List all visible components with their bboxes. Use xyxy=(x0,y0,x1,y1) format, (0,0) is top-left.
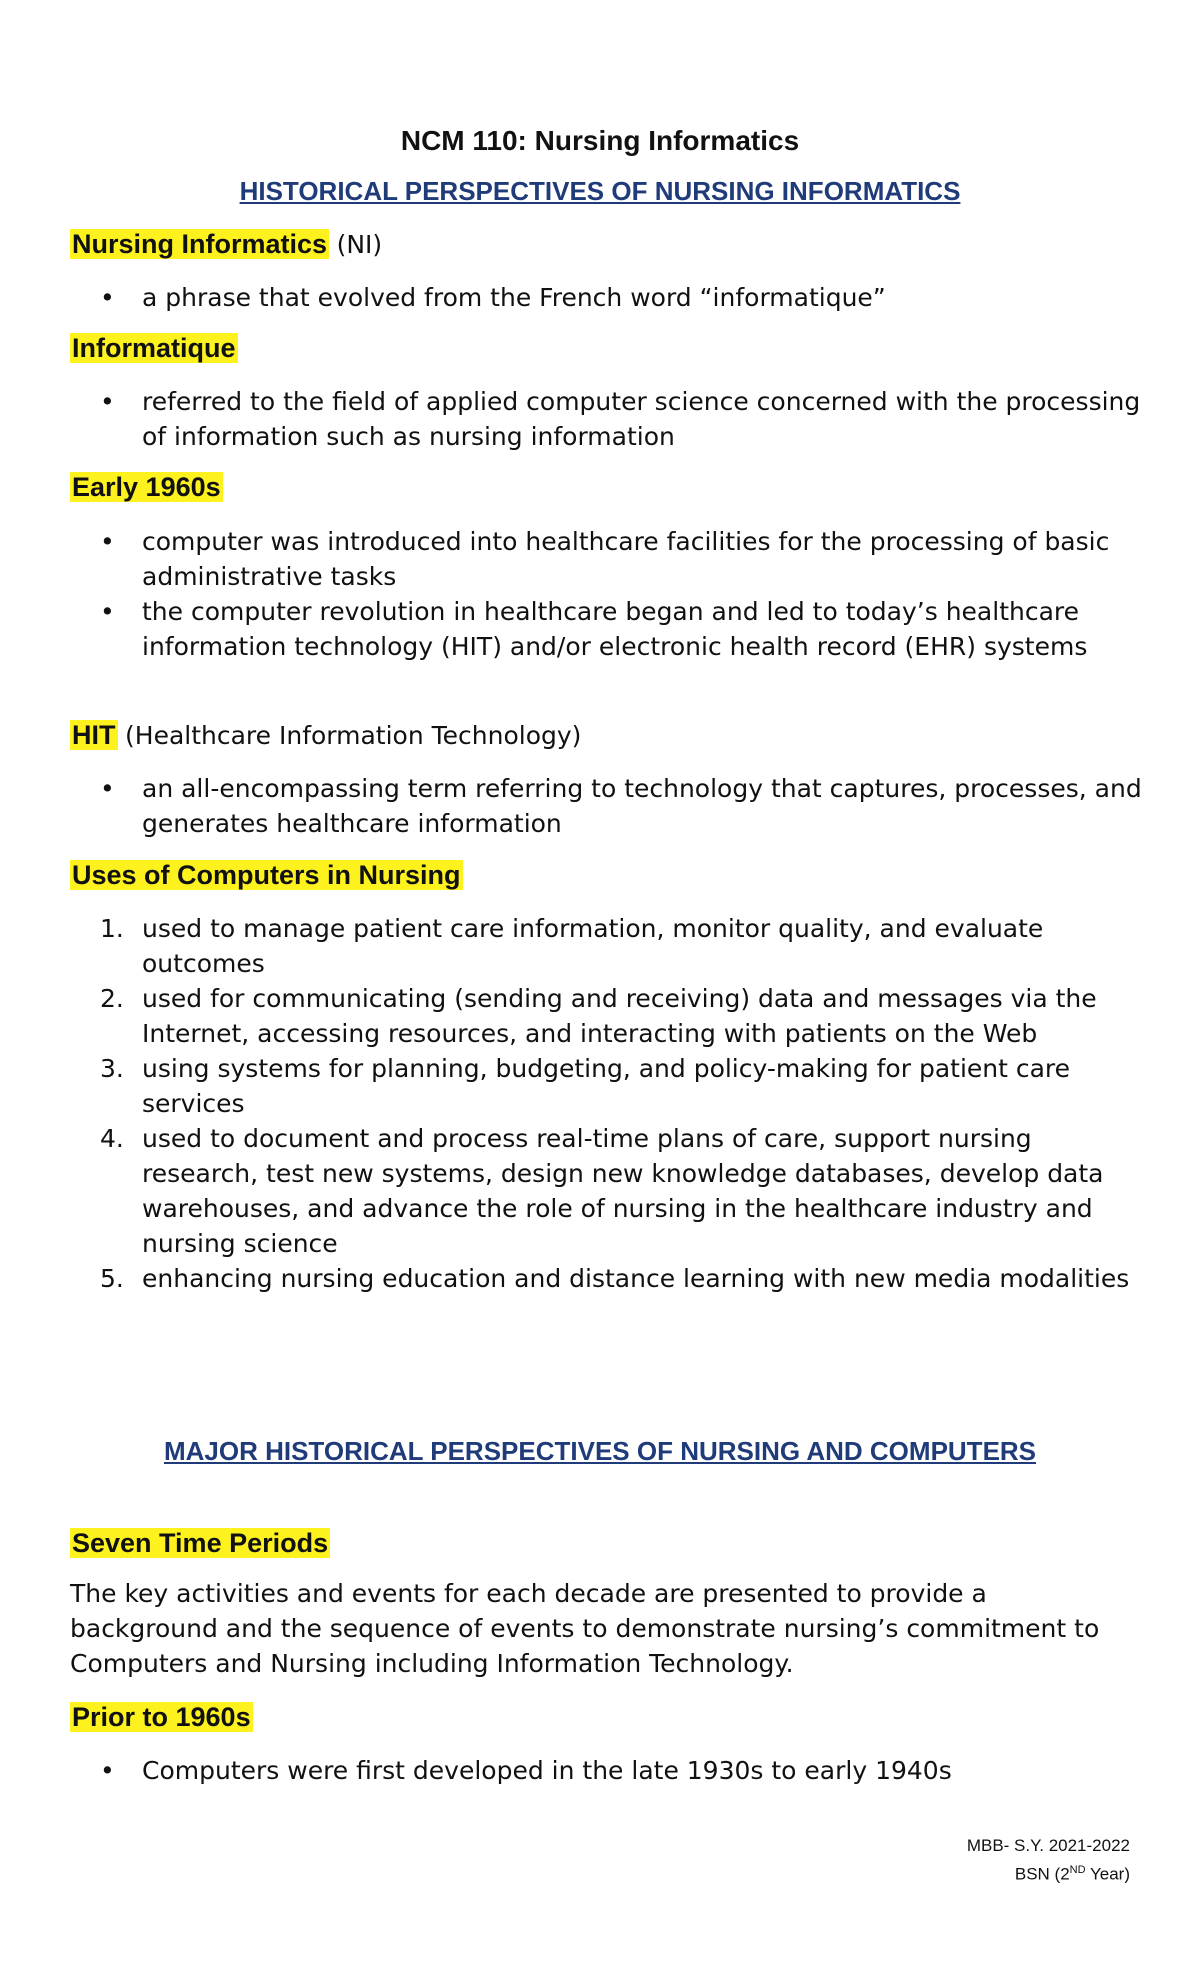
list-item: • the computer revolution in healthcare began and led to today’s healthcare information technology (HIT) and/or electronic health record (EHR) systems xyxy=(100,597,1088,661)
uses-list xyxy=(70,911,1150,1296)
list-item: • computer was introduced into healthcare facilities for the processing of basic administrative tasks xyxy=(100,527,1110,591)
list-item: • a phrase that evolved from the French word “informatique” xyxy=(100,283,886,312)
footer-school-year: MBB- S.Y. 2021-2022 xyxy=(966,1836,1130,1855)
list-item: 5. enhancing nursing education and distance learning with new media modalities xyxy=(100,1264,1130,1293)
term-uses-of-computers xyxy=(70,858,463,892)
term-suffix: (Healthcare Information Technology) xyxy=(125,721,582,750)
term-label: HIT xyxy=(72,720,116,750)
list-item: • referred to the field of applied computer science concerned with the processing of information such as nursing information xyxy=(100,387,1141,451)
term-suffix: (NI) xyxy=(336,230,383,259)
informatique-bullets xyxy=(70,384,1150,454)
term-label: Informatique xyxy=(72,333,236,363)
term-label: Early 1960s xyxy=(72,472,221,502)
early-1960s-bullets xyxy=(70,524,1150,664)
ni-bullets xyxy=(70,280,1150,315)
list-item: 2. used for communicating (sending and receiving) data and messages via the Internet, accessing resources, and interacting with patients on the Web xyxy=(100,984,1097,1048)
term-nursing-informatics xyxy=(70,227,382,262)
term-informatique xyxy=(70,331,238,365)
section-heading: HISTORICAL PERSPECTIVES OF NURSING INFORMATICS xyxy=(239,176,961,206)
list-item: 4. used to document and process real-time plans of care, support nursing research, test new systems, design new knowledge databases, develop data warehouses, and advance the role of nursing in the healthcare industry and nursing science xyxy=(100,1124,1104,1258)
page-footer xyxy=(967,1834,1130,1887)
term-label: Prior to 1960s xyxy=(72,1702,251,1732)
list-item: 1. used to manage patient care information, monitor quality, and evaluate outcomes xyxy=(100,914,1044,978)
prior-1960s-bullets xyxy=(70,1753,1150,1788)
term-early-1960s xyxy=(70,470,223,504)
list-item: • an all-encompassing term referring to technology that captures, processes, and generates healthcare information xyxy=(100,774,1142,838)
hit-bullets xyxy=(70,771,1150,841)
section-heading-major: MAJOR HISTORICAL PERSPECTIVES OF NURSING AND COMPUTERS xyxy=(163,1436,1037,1466)
term-label: Uses of Computers in Nursing xyxy=(72,860,461,890)
seven-periods-paragraph: The key activities and events for each decade are presented to provide a background and the sequence of events to demonstrate nursing’s commitment to Computers and Nursing including Information Technology. xyxy=(70,1579,1100,1678)
term-prior-1960s xyxy=(70,1700,253,1734)
term-label: Seven Time Periods xyxy=(72,1528,329,1558)
page-title: NCM 110: Nursing Informatics xyxy=(400,125,800,156)
term-hit xyxy=(70,718,581,753)
term-label: Nursing Informatics xyxy=(72,229,328,259)
footer-program: BSN (2ND Year) xyxy=(1014,1864,1130,1884)
list-item: 3. using systems for planning, budgeting, and policy-making for patient care services xyxy=(100,1054,1071,1118)
list-item: • Computers were first developed in the late 1930s to early 1940s xyxy=(100,1756,952,1785)
term-seven-time-periods xyxy=(70,1526,330,1560)
